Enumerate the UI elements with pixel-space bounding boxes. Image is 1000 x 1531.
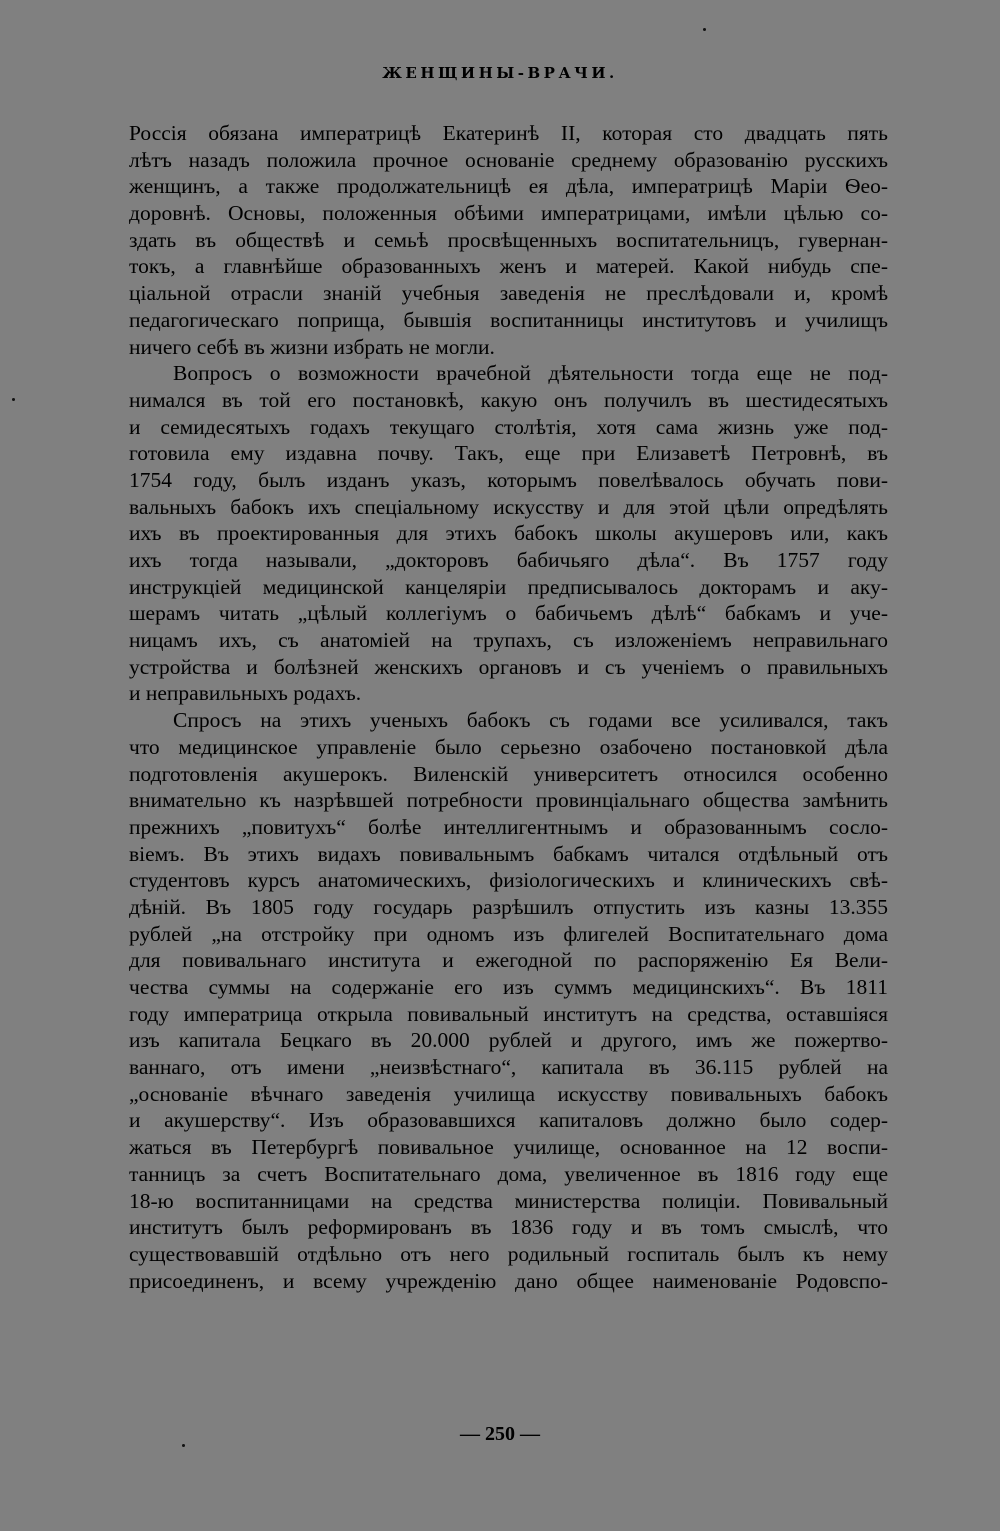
text-line: существовавшій отдѣльно отъ него родильный госпиталь былъ къ нему [129,1241,888,1266]
text-line: вальныхъ бабокъ ихъ спеціальному искусству и для этой цѣли опредѣлять [129,494,888,519]
text-line: „основаніе вѣчнаго заведенія училища искусству повивальныхъ бабокъ [129,1081,888,1106]
text-line: здать въ обществѣ и семьѣ просвѣщенныхъ воспитательницъ, гувернан- [129,227,888,252]
print-speck [703,28,706,31]
text-line: жаться въ Петербургѣ повивальное училище, основанное на 12 воспи- [129,1135,888,1160]
text-line: педагогическаго поприща, бывшія воспитанницы институтовъ и училищъ [129,307,888,332]
text-line: изъ капитала Бецкаго въ 20.000 рублей и другого, имъ же пожертво- [129,1028,888,1053]
text-line: ихъ въ проектированныя для этихъ бабокъ школы акушеровъ или, какъ [129,521,888,546]
text-line: нимался въ той его постановкѣ, какую онъ получилъ въ шестидесятыхъ [129,387,888,412]
text-line: институтъ былъ реформированъ въ 1836 году и въ томъ смыслѣ, что [129,1215,888,1240]
text-line: готовила ему издавна почву. Такъ, еще при Елизаветѣ Петровнѣ, въ [129,441,888,466]
text-line: Вопросъ о возможности врачебной дѣятельности тогда еще не под- [173,361,888,386]
text-line: токъ, а главнѣйше образованныхъ женъ и матерей. Какой нибудь спе- [129,254,888,279]
text-line: Спросъ на этихъ ученыхъ бабокъ съ годами все усиливался, такъ [173,708,888,733]
print-speck [12,398,15,401]
text-line: танницъ за счетъ Воспитательнаго дома, увеличенное въ 1816 году еще [129,1161,888,1186]
text-line: ницамъ ихъ, съ анатоміей на трупахъ, съ изложеніемъ неправильнаго [129,628,888,653]
text-line: подготовленія акушерокъ. Виленскій университетъ относился особенно [129,761,888,786]
text-line: ваннаго, отъ имени „неизвѣстнаго“, капитала въ 36.115 рублей на [129,1055,888,1080]
text-line: женщинъ, а также продолжательницѣ ея дѣла, императрицѣ Маріи Ѳео- [129,174,888,199]
text-line: віемъ. Въ этихъ видахъ повивальнымъ бабкамъ читался отдѣльный отъ [129,841,888,866]
running-head: ЖЕНЩИНЫ-ВРАЧИ. [382,64,618,82]
text-line: шерамъ читать „цѣлый коллегіумъ о бабичьемъ дѣлѣ“ бабкамъ и уче- [129,601,888,626]
text-line: и семидесятыхъ годахъ текущаго столѣтія, хотя сама жизнь уже под- [129,414,888,439]
text-line: ихъ тогда называли, „докторовъ бабичьяго дѣла“. Въ 1757 году [129,548,888,572]
text-line: ціальной отрасли знаній учебныя заведенія не преслѣдовали и, кромѣ [129,281,888,306]
print-speck [182,1444,185,1447]
text-line: лѣтъ назадъ положила прочное основаніе среднему образованію русскихъ [129,147,888,172]
text-line: внимательно къ назрѣвшей потребности провинціальнаго общества замѣнить [129,788,888,813]
text-line: прежнихъ „повитухъ“ болѣе интеллигентнымъ и образованнымъ сосло- [129,814,888,839]
text-line: студентовъ курсъ анатомическихъ, физіологическихъ и клиническихъ свѣ- [129,868,888,893]
text-line: присоединенъ, и всему учрежденію дано общее наименованіе Родовспо- [129,1268,888,1293]
text-line: году императрица открыла повивальный институтъ на средства, оставшіяся [129,1001,888,1026]
text-line: для повивальнаго института и ежегодной по распоряженію Ея Вели- [129,948,888,973]
text-line: инструкціей медицинской канцеляріи предписывалось докторамъ и аку- [129,574,888,599]
page-number: — 250 — [460,1423,540,1445]
text-line: и акушерству“. Изъ образовавшихся капиталовъ должно было содер- [129,1108,888,1133]
text-line: рублей „на отстройку при одномъ изъ флигелей Воспитательнаго дома [129,921,888,946]
text-line: дѣній. Въ 1805 году государь разрѣшилъ отпустить изъ казны 13.355 [129,894,888,919]
text-line: Россія обязана императрицѣ Екатеринѣ II, которая сто двадцать пять [129,121,888,145]
text-line: доровнѣ. Основы, положенныя обѣими императрицами, имѣли цѣлью со- [129,201,888,226]
text-line: 1754 году, былъ изданъ указъ, которымъ повелѣвалось обучать пови- [129,467,888,492]
body-text [129,120,888,1294]
text-line: ничего себѣ въ жизни избрать не могли. [129,334,495,359]
text-line: и неправильныхъ родахъ. [129,681,362,706]
text-line: что медицинское управленіе было серьезно озабочено постановкой дѣла [129,734,888,759]
text-line: чества суммы на содержаніе его изъ суммъ медицинскихъ“. Въ 1811 [129,975,888,999]
text-line: 18-ю воспитанницами на средства министерства полиціи. Повивальный [129,1188,888,1213]
text-line: устройства и болѣзней женскихъ органовъ и съ ученіемъ о правильныхъ [129,654,888,679]
